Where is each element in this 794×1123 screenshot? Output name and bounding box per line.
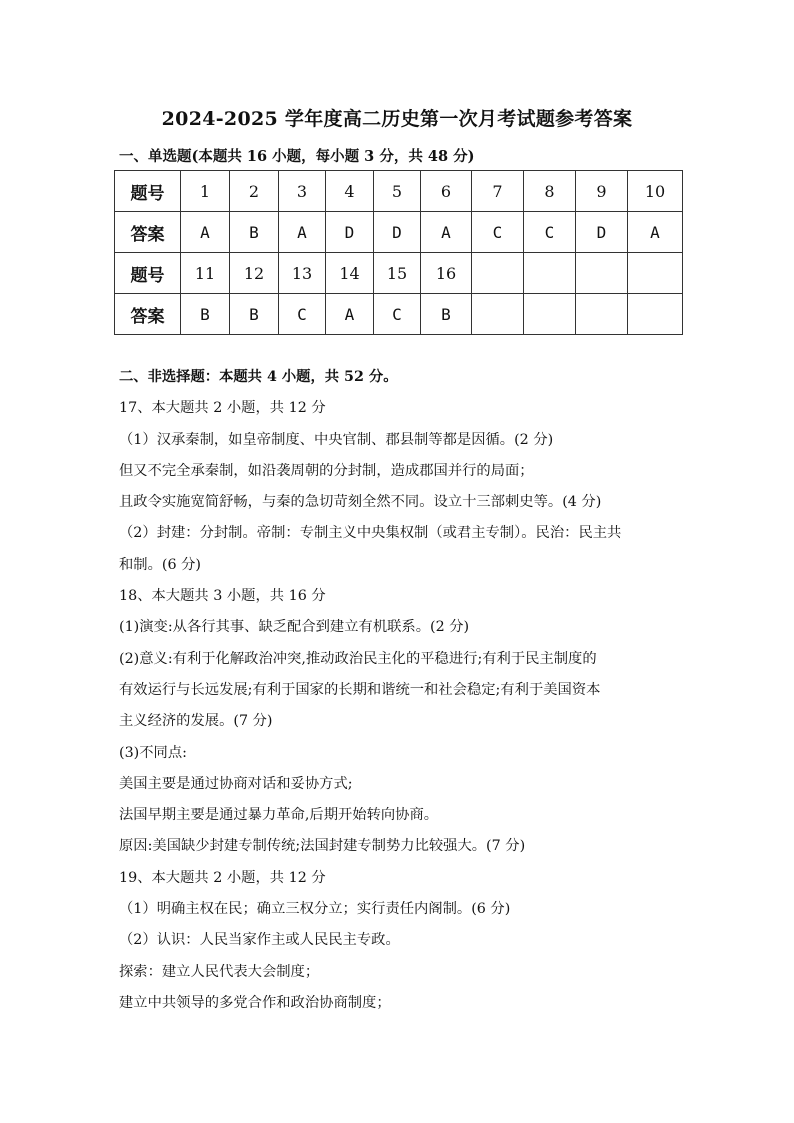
- question-number-row: [115, 253, 683, 294]
- text-line: 建立中共领导的多党合作和政治协商制度；: [119, 994, 391, 1011]
- answer-cell: C: [524, 212, 576, 253]
- question-number-cell: 2: [230, 171, 279, 212]
- answer-cell: [576, 294, 628, 335]
- text-line: 但又不完全承秦制，如沿袭周朝的分封制，造成郡国并行的局面；: [119, 462, 534, 479]
- text-line: 主义经济的发展。(7 分): [119, 713, 273, 730]
- question-number-cell: 13: [279, 253, 326, 294]
- answer-cell: [524, 294, 576, 335]
- answer-cell: D: [576, 212, 628, 253]
- answer-cell: B: [181, 294, 230, 335]
- question-number-cell: 8: [524, 171, 576, 212]
- answer-cell: C: [374, 294, 421, 335]
- text-line: 二、非选择题：本题共 4 小题，共 52 分。: [119, 369, 398, 385]
- answer-cell: C: [472, 212, 524, 253]
- question-number-cell: 6: [421, 171, 472, 212]
- text-line: (2)意义:有利于化解政治冲突,推动政治民主化的平稳进行;有利于民主制度的: [119, 650, 597, 667]
- text-line: 18、本大题共 3 小题，共 16 分: [119, 588, 326, 605]
- question-number-label: 题号: [115, 253, 181, 294]
- text-line: (3)不同点:: [119, 744, 187, 761]
- answer-cell: B: [421, 294, 472, 335]
- answer-cell: A: [628, 212, 683, 253]
- answer-cell: [628, 294, 683, 335]
- text-line: （1）汉承秦制，如皇帝制度、中央官制、郡县制等都是因循。(2 分): [119, 431, 554, 448]
- text-line: 美国主要是通过协商对话和妥协方式;: [119, 775, 353, 792]
- section1-heading: 一、单选题(本题共 16 小题，每小题 3 分，共 48 分): [119, 148, 475, 165]
- text-line: 探索：建立人民代表大会制度；: [119, 963, 320, 980]
- question-number-cell: [524, 253, 576, 294]
- answer-cell: C: [279, 294, 326, 335]
- question-number-cell: 3: [279, 171, 326, 212]
- document-title: 2024-2025 学年度高二历史第一次月考试题参考答案: [161, 108, 633, 130]
- answer-label: 答案: [115, 294, 181, 335]
- text-line: 19、本大题共 2 小题，共 12 分: [119, 869, 326, 886]
- question-number-cell: 4: [326, 171, 374, 212]
- question-number-cell: 9: [576, 171, 628, 212]
- answer-cell: A: [181, 212, 230, 253]
- question-number-cell: 12: [230, 253, 279, 294]
- answer-cell: A: [279, 212, 326, 253]
- question-number-cell: 10: [628, 171, 683, 212]
- question-number-cell: 1: [181, 171, 230, 212]
- text-line: 有效运行与长远发展;有利于国家的长期和谐统一和社会稳定;有利于美国资本: [119, 681, 601, 698]
- text-line: 17、本大题共 2 小题，共 12 分: [119, 400, 326, 417]
- text-line: （2）封建：分封制。帝制：专制主义中央集权制（或君主专制）。民治：民主共: [119, 525, 622, 542]
- answer-table: [114, 170, 683, 335]
- answer-cell: A: [421, 212, 472, 253]
- question-number-label: 题号: [115, 171, 181, 212]
- question-number-cell: [472, 253, 524, 294]
- answer-row: [115, 294, 683, 335]
- question-number-cell: 5: [374, 171, 421, 212]
- answer-cell: D: [326, 212, 374, 253]
- answer-cell: B: [230, 294, 279, 335]
- text-line: 且政令实施宽简舒畅，与秦的急切苛刻全然不同。设立十三部刺史等。(4 分): [119, 494, 602, 511]
- answer-cell: B: [230, 212, 279, 253]
- answer-cell: [472, 294, 524, 335]
- text-line: (1)演变:从各行其事、缺乏配合到建立有机联系。(2 分): [119, 619, 470, 636]
- question-number-cell: 14: [326, 253, 374, 294]
- answer-body-text: [119, 362, 689, 1019]
- question-number-cell: 11: [181, 253, 230, 294]
- text-line: 法国早期主要是通过暴力革命,后期开始转向协商。: [119, 807, 439, 824]
- text-line: 原因:美国缺少封建专制传统;法国封建专制势力比较强大。(7 分): [119, 838, 526, 855]
- question-number-cell: 15: [374, 253, 421, 294]
- question-number-cell: [576, 253, 628, 294]
- answer-row: [115, 212, 683, 253]
- text-line: （1）明确主权在民；确立三权分立；实行责任内阁制。(6 分): [119, 901, 511, 918]
- question-number-row: [115, 171, 683, 212]
- text-line: （2）认识：人民当家作主或人民民主专政。: [119, 932, 400, 949]
- question-number-cell: 16: [421, 253, 472, 294]
- question-number-cell: 7: [472, 171, 524, 212]
- answer-cell: A: [326, 294, 374, 335]
- text-line: 和制。(6 分): [119, 556, 201, 573]
- answer-cell: D: [374, 212, 421, 253]
- answer-label: 答案: [115, 212, 181, 253]
- question-number-cell: [628, 253, 683, 294]
